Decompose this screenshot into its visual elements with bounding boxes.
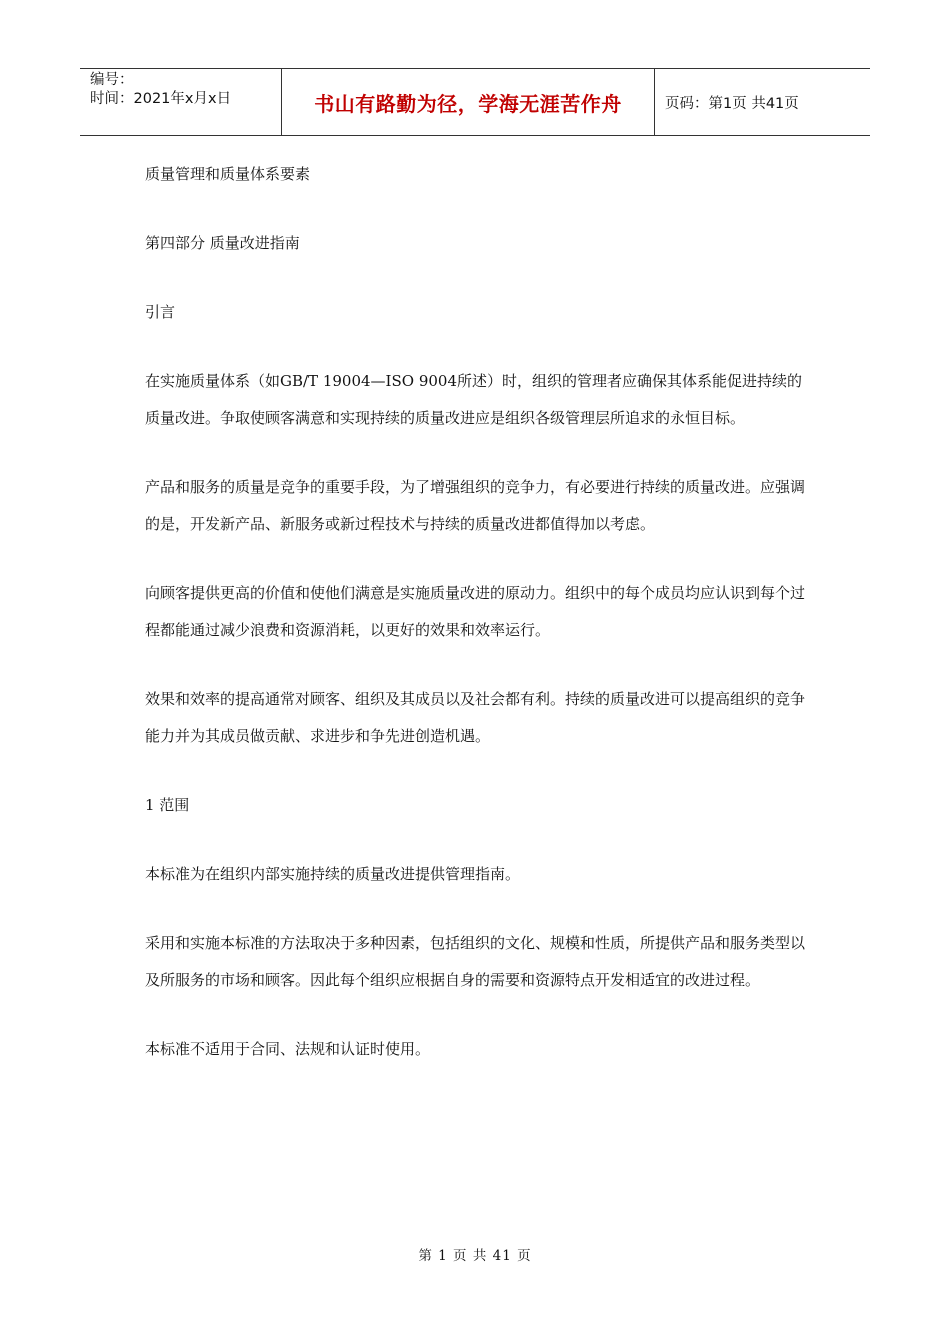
header-motto: 书山有路勤为径，学海无涯苦作舟 bbox=[282, 69, 655, 135]
part-heading: 第四部分 质量改进指南 bbox=[145, 234, 300, 252]
introduction-heading: 引言 bbox=[145, 303, 176, 321]
paragraph: 采用和实施本标准的方法取决于多种因素，包括组织的文化、规模和性质，所提供产品和服务类型以及所服务的市场和顾客。因此每个组织应根据自身的需要和资源特点开发相适宜的改进过程。 bbox=[145, 934, 806, 989]
section-heading: 1 范围 bbox=[145, 796, 190, 814]
paragraph: 在实施质量体系（如GB/T 19004—ISO 9004所述）时，组织的管理者应确保其体系能促进持续的质量改进。争取使顾客满意和实现持续的质量改进应是组织各级管理层所追求的永恒目标。 bbox=[145, 372, 802, 427]
document-body bbox=[145, 156, 805, 1100]
document-title: 质量管理和质量体系要素 bbox=[145, 165, 311, 183]
paragraph: 向顾客提供更高的价值和使他们满意是实施质量改进的原动力。组织中的每个成员均应认识到每个过程都能通过减少浪费和资源消耗，以更好的效果和效率运行。 bbox=[145, 584, 806, 639]
paragraph: 本标准不适用于合同、法规和认证时使用。 bbox=[145, 1040, 431, 1058]
paragraph: 产品和服务的质量是竞争的重要手段，为了增强组织的竞争力，有必要进行持续的质量改进。应强调的是，开发新产品、新服务或新过程技术与持续的质量改进都值得加以考虑。 bbox=[145, 478, 806, 533]
document-time-label: 时间：2021年x月x日 bbox=[90, 91, 232, 107]
header-meta bbox=[80, 69, 282, 135]
paragraph: 效果和效率的提高通常对顾客、组织及其成员以及社会都有利。持续的质量改进可以提高组织的竞争能力并为其成员做贡献、求进步和争先进创造机遇。 bbox=[145, 690, 806, 745]
paragraph: 本标准为在组织内部实施持续的质量改进提供管理指南。 bbox=[145, 865, 521, 883]
document-number-label: 编号： bbox=[90, 72, 134, 88]
header-page-label: 页码：第1页 共41页 bbox=[665, 95, 799, 112]
page-header bbox=[80, 68, 870, 136]
page-footer: 第 1 页 共 41 页 bbox=[418, 1248, 532, 1264]
